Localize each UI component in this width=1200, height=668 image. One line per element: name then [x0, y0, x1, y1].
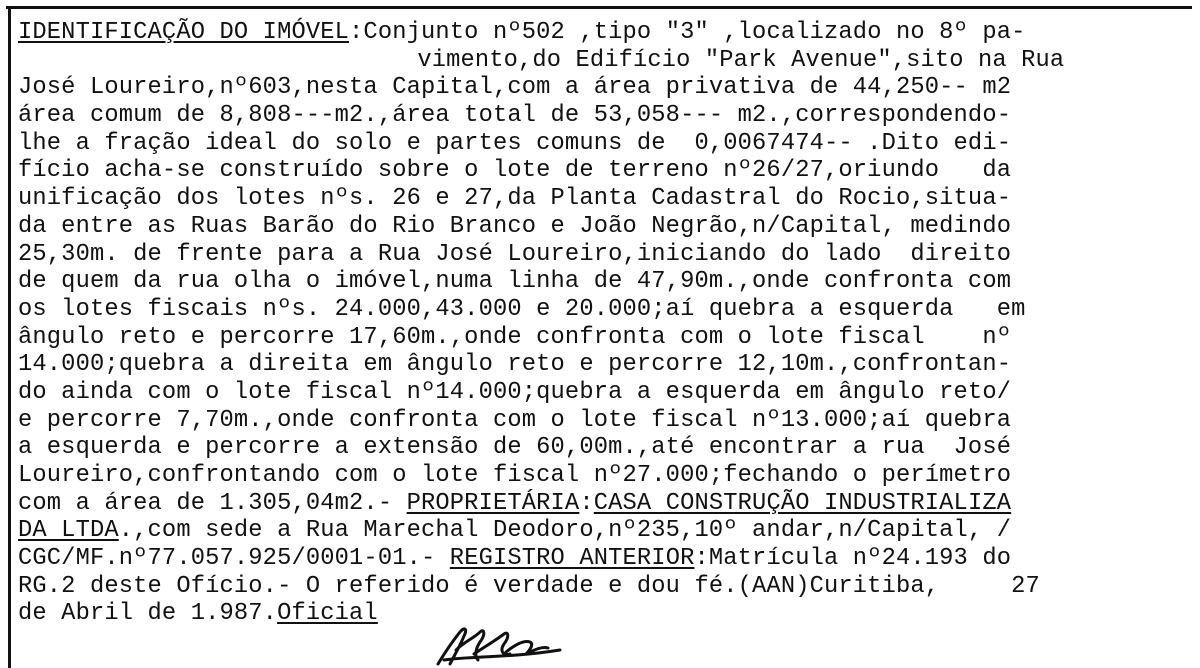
document-line — [18, 130, 1190, 158]
document-line — [18, 379, 1190, 407]
document-text-segment: os lotes fiscais nºs. 24.000,43.000 e 20.000;aí quebra a esquerda em — [18, 295, 1026, 323]
underlined-heading: DA LTDA — [18, 517, 119, 545]
document-text-segment: RG.2 deste Ofício.- O referido é verdade e dou fé.(AAN)Curitiba, 27 — [18, 572, 1040, 600]
document-line — [18, 573, 1190, 601]
underlined-heading: REGISTRO ANTERIOR — [449, 545, 695, 573]
document-line — [18, 213, 1190, 241]
document-line — [18, 545, 1190, 573]
document-line — [18, 102, 1190, 130]
frame-left-border — [8, 8, 11, 668]
document-text-segment: : — [579, 489, 594, 517]
document-text-segment: CGC/MF.nº77.057.925/0001-01.- — [18, 545, 450, 573]
document-line — [18, 600, 1190, 628]
document-text-segment: unificação dos lotes nºs. 26 e 27,da Planta Cadastral do Rocio,situa- — [18, 185, 1012, 213]
document-text-segment: do ainda com o lote fiscal nº14.000;quebra a esquerda em ângulo reto/ — [18, 378, 1012, 406]
document-text-segment: a esquerda e percorre a extensão de 60,00m.,até encontrar a rua José — [18, 434, 1012, 462]
document-line — [18, 462, 1190, 490]
document-line — [18, 185, 1190, 213]
document-line — [18, 268, 1190, 296]
underlined-heading: Oficial — [277, 600, 378, 628]
document-line — [18, 296, 1190, 324]
document-text-segment: 25,30m. de frente para a Rua José Loureiro,iniciando do lado direito — [18, 240, 1012, 268]
document-line — [18, 407, 1190, 435]
document-text-segment: e percorre 7,70m.,onde confronta com o lote fiscal nº13.000;aí quebra — [18, 406, 1012, 434]
property-description-text — [18, 19, 1193, 628]
document-line — [18, 517, 1190, 545]
document-text-segment: da entre as Ruas Barão do Rio Branco e João Negrão,n/Capital, medindo — [18, 212, 1012, 240]
document-text-segment: 14.000;quebra a direita em ângulo reto e percorre 12,10m.,confrontan- — [18, 351, 1012, 379]
document-line — [18, 351, 1190, 379]
document-text-segment: José Loureiro,nº603,nesta Capital,com a área privativa de 44,250-- m2 — [18, 74, 1012, 102]
document-text-segment: .,com sede a Rua Marechal Deodoro,nº235,10º andar,n/Capital, / — [118, 517, 1012, 545]
document-text-segment: ângulo reto e percorre 17,60m.,onde confronta com o lote fiscal nº — [18, 323, 1012, 351]
document-line — [18, 74, 1190, 102]
underlined-heading: PROPRIETÁRIA — [406, 489, 580, 517]
document-text-segment: Loureiro,confrontando com o lote fiscal nº27.000;fechando o perímetro — [18, 462, 1012, 489]
document-text-segment: vimento,do Edifício "Park Avenue",sito na Rua — [417, 46, 1065, 74]
document-line — [18, 157, 1190, 185]
underlined-heading: CASA CONSTRUÇÃO INDUSTRIALIZA — [593, 489, 1012, 517]
document-text-segment: lhe a fração ideal do solo e partes comuns de 0,0067474-- .Dito edi- — [18, 129, 1012, 157]
document-line — [18, 490, 1190, 518]
document-text-segment: de quem da rua olha o imóvel,numa linha de 47,90m.,onde confronta com — [18, 268, 1012, 296]
document-text-segment: :Conjunto nº502 ,tipo "3" ,localizado no 8º pa- — [349, 19, 1026, 46]
document-line — [18, 241, 1190, 269]
frame-top-border — [6, 6, 1192, 9]
document-line — [18, 47, 1188, 75]
document-line — [18, 324, 1190, 352]
document-text-segment: área comum de 8,808---m2.,área total de 53,058--- m2.,correspondendo- — [18, 102, 1012, 130]
document-line — [18, 434, 1190, 462]
document-text-segment: fício acha-se construído sobre o lote de terreno nº26/27,oriundo da — [18, 157, 1012, 185]
underlined-heading: IDENTIFICAÇÃO DO IMÓVEL — [18, 19, 350, 46]
handwritten-signature-icon — [430, 620, 570, 668]
document-text-segment: de Abril de 1.987. — [18, 600, 278, 628]
document-text-segment: :Matrícula nº24.193 do — [694, 545, 1012, 573]
document-line — [18, 19, 1190, 47]
document-text-segment: com a área de 1.305,04m2.- — [18, 489, 407, 517]
